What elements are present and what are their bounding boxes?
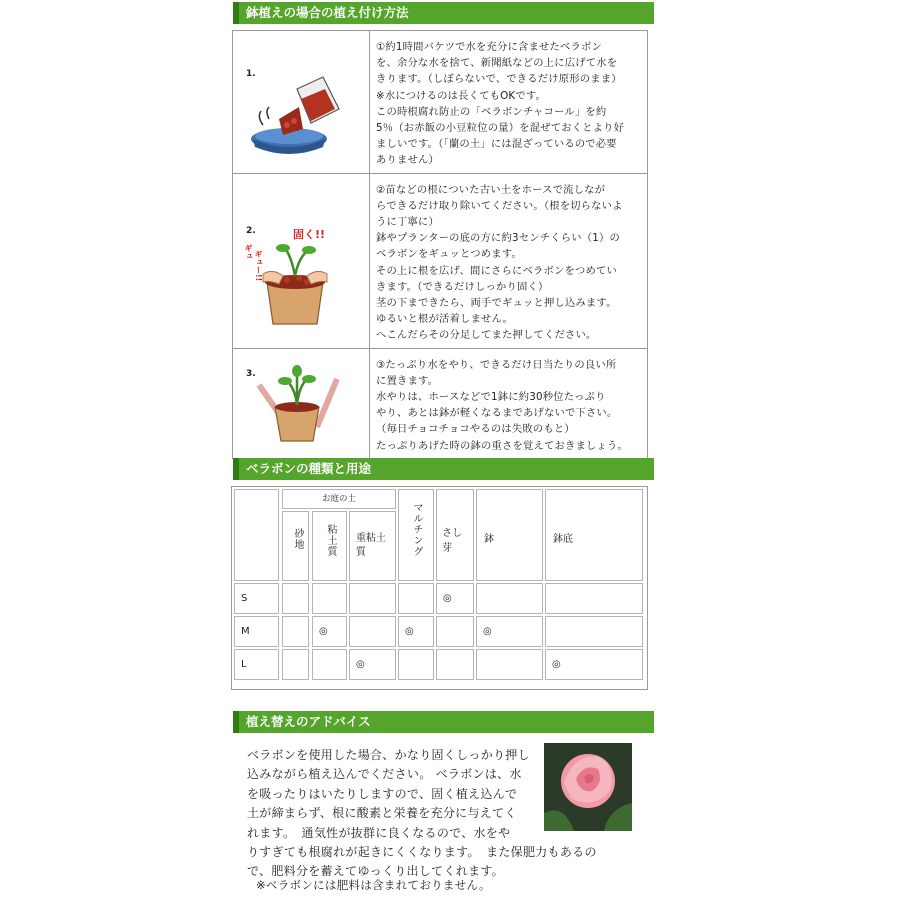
step-2-illustration — [233, 173, 370, 348]
usage-mark-cell: ◎ — [436, 583, 474, 614]
step-line: やり、あとは鉢が軽くなるまであげないで下さい。 — [376, 407, 618, 420]
section-title-types: ベラボンの種類と用途 — [233, 458, 654, 480]
step-line: を、余分な水を捨て、新聞紙などの上に広げて水を — [376, 57, 618, 70]
advice-line: を吸ったりはいたりしますので、固く植え込んで — [247, 786, 518, 801]
column-label: 鉢底 — [553, 534, 573, 545]
advice-line: 込みながら植え込んでください。 ベラボンは、水 — [247, 767, 522, 782]
usage-mark-cell — [282, 649, 309, 680]
step-line: ③たっぷり水をやり、できるだけ日当たりの良い所 — [376, 358, 617, 371]
column-header-sand — [282, 511, 309, 581]
step-line: ①約1時間バケツで水を充分に含ませたベラボン — [376, 41, 603, 53]
usage-mark-cell: ◎ — [476, 616, 543, 647]
advice-line: で、肥料分を蓄えてゆっくり出してくれます。 — [247, 864, 504, 879]
advice-line: りすぎても根腐れが起きにくくなります。 また保肥力もあるの — [247, 845, 597, 860]
usage-mark-cell — [398, 649, 434, 680]
step-line: その上に根を広げ、間にさらにベラボンをつめてい — [376, 264, 618, 277]
step-1-illustration — [233, 31, 370, 174]
column-header-clay — [312, 511, 347, 581]
size-label-cell: S — [234, 583, 279, 614]
column-label: 砂地 — [292, 528, 303, 550]
usage-mark-cell — [545, 583, 643, 614]
step-number: 2. — [246, 225, 256, 236]
potting-hands-icon — [239, 204, 359, 334]
column-header-mulching — [398, 489, 434, 581]
squeeze-label: ギュ — [244, 243, 253, 260]
usage-table — [231, 486, 648, 690]
usage-mark-cell — [398, 583, 434, 614]
step-line: うに丁寧に） — [376, 216, 439, 229]
usage-mark-cell — [476, 583, 543, 614]
usage-mark-cell — [312, 649, 347, 680]
column-header-cutting — [436, 489, 474, 581]
column-label: 粘土質 — [325, 524, 336, 557]
step-number: 3. — [246, 368, 256, 379]
header-corner-cell — [234, 489, 279, 581]
planting-steps-table — [232, 30, 648, 459]
watered-pot-icon — [247, 355, 347, 445]
column-label: 重粘土質 — [356, 533, 386, 558]
step-line: ましいです。（「蘭の土」には混ざっているので必要 — [376, 138, 617, 151]
column-header-pot — [476, 489, 543, 581]
step-2-text — [370, 173, 648, 348]
usage-mark-cell — [312, 583, 347, 614]
step-line: たっぷりあげた時の鉢の重さを覚えておきましょう。 — [376, 439, 628, 452]
advice-line: ベラボンを使用した場合、かなり固くしっかり押し — [247, 748, 530, 762]
advice-line: 土が締まらず、根に酸素と栄養を充分に与えてく — [247, 806, 517, 821]
step-1-text — [370, 31, 648, 174]
step-line: に置きます。 — [376, 374, 439, 387]
step-line: ベラボンをギュッとつめます。 — [376, 248, 522, 261]
step-line: きります。（しぼらないで、できるだけ原形のまま） — [376, 73, 622, 86]
soaking-bag-icon — [239, 49, 359, 159]
step-line: 水やりは、ホースなどで1鉢に約30秒位たっぷり — [376, 391, 606, 404]
usage-mark-cell — [349, 616, 396, 647]
usage-mark-cell — [476, 649, 543, 680]
usage-mark-cell: ◎ — [398, 616, 434, 647]
step-number: 1. — [246, 69, 256, 79]
usage-mark-cell — [282, 583, 309, 614]
fertilizer-note: ※ベラボンには肥料は含まれておりません。 — [256, 878, 491, 892]
step-line: 茎の下まできたら、両手でギュッと押し込みます。 — [376, 297, 617, 310]
usage-mark-cell — [436, 649, 474, 680]
step-line: らできるだけ取り除いてください。（根を切らないよ — [376, 199, 623, 212]
step-3-illustration — [233, 348, 370, 458]
step-line: きます。（できるだけしっかり固く） — [376, 280, 549, 293]
step-line: 鉢やプランターの底の方に約3センチくらい（1）の — [376, 232, 621, 245]
step-line: （毎日チョコチョコやるのは失敗のもと） — [376, 423, 575, 436]
size-label-cell: M — [234, 616, 279, 647]
step-line: この時根腐れ防止の「ベラボンチャコール」を約 — [376, 105, 607, 118]
step-row — [233, 31, 648, 174]
usage-mark-cell — [349, 583, 396, 614]
step-row — [233, 348, 648, 458]
usage-mark-cell — [545, 616, 643, 647]
usage-mark-cell — [282, 616, 309, 647]
rose-photo — [544, 743, 632, 831]
column-header-heavy-clay — [349, 511, 396, 581]
usage-mark-cell: ◎ — [312, 616, 347, 647]
step-3-text — [370, 348, 648, 458]
column-label: 鉢 — [484, 534, 494, 545]
squeeze-label: ギュー!! — [254, 249, 263, 281]
pressing-label: 固く!! — [293, 227, 326, 241]
step-line: へこんだらその分足してまた押してください。 — [376, 329, 597, 342]
usage-mark-cell — [436, 616, 474, 647]
advice-text — [247, 746, 597, 882]
column-header-pot-bottom — [545, 489, 643, 581]
step-line: 5％（お赤飯の小豆粒位の量）を混ぜておくとより好 — [376, 122, 625, 135]
usage-mark-cell: ◎ — [545, 649, 643, 680]
size-label-cell: L — [234, 649, 279, 680]
usage-mark-cell: ◎ — [349, 649, 396, 680]
advice-line: れます。 通気性が抜群に良くなるので、水をや — [247, 825, 511, 840]
garden-soil-header: お庭の土 — [282, 489, 396, 509]
column-label: さし芽 — [442, 528, 462, 554]
step-row — [233, 173, 648, 348]
column-label: マルチング — [411, 502, 422, 557]
step-line: ※水につけるのは長くてもOKです。 — [376, 89, 547, 102]
section-title-advice: 植え替えのアドバイス — [233, 711, 654, 733]
step-line: ゆるいと根が活着しません。 — [376, 313, 514, 326]
section-title-planting: 鉢植えの場合の植え付け方法 — [233, 2, 654, 24]
step-line: ②苗などの根についた古い土をホースで流しなが — [376, 183, 606, 196]
step-line: ありません） — [376, 154, 439, 167]
